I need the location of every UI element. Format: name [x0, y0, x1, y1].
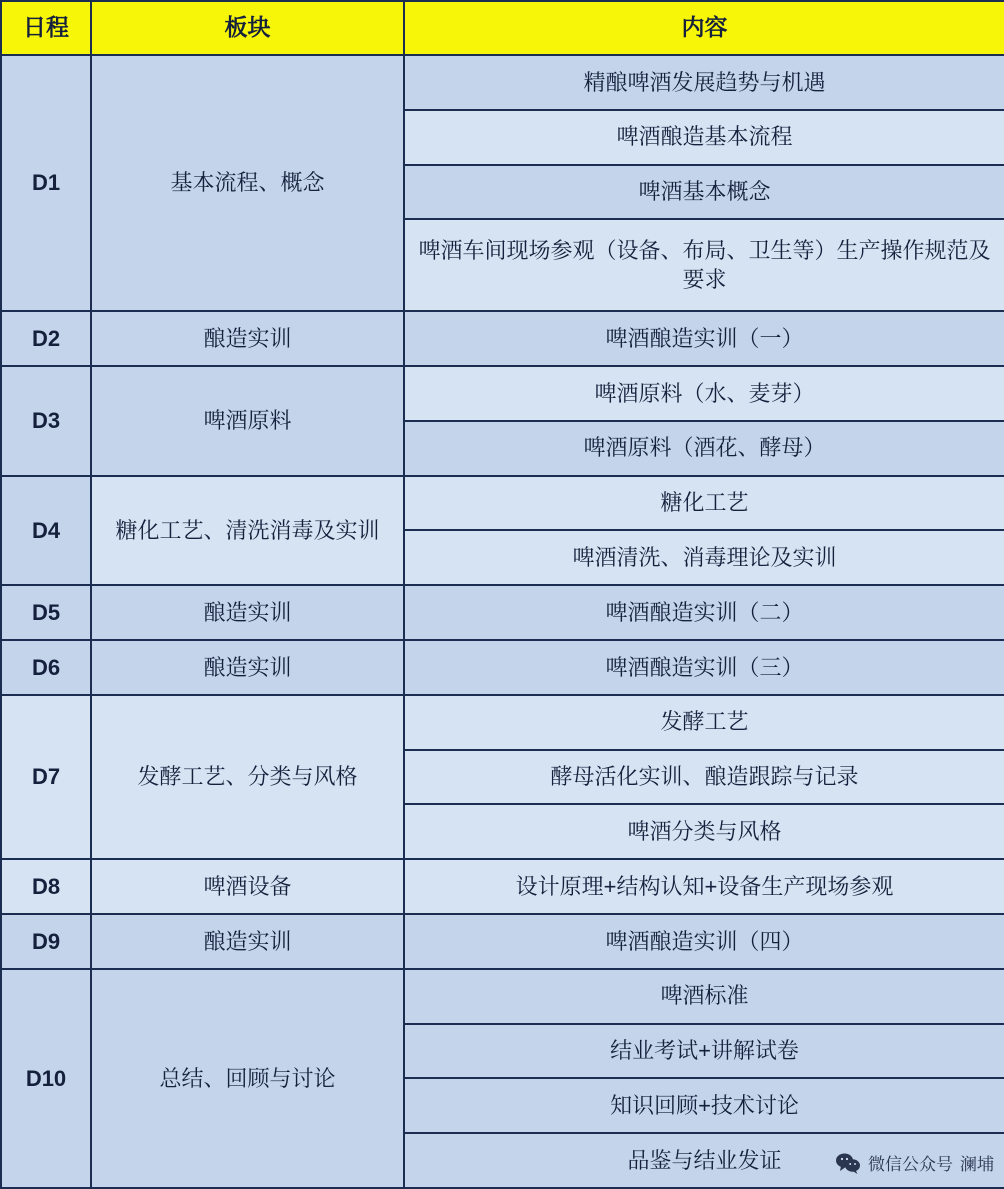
table-row [1, 914, 1004, 969]
table-row [1, 476, 1004, 531]
content-cell: 啤酒酿造实训（一） [404, 311, 1004, 366]
block-cell: 总结、回顾与讨论 [91, 969, 404, 1188]
watermark-name: 澜埔 [960, 1155, 994, 1174]
table-row [1, 366, 1004, 421]
day-cell: D8 [1, 859, 91, 914]
content-cell: 品鉴与结业发证 [404, 1133, 1004, 1188]
day-cell: D7 [1, 695, 91, 859]
table-row [1, 55, 1004, 110]
table-row [1, 859, 1004, 914]
column-header-day: 日程 [1, 1, 91, 55]
table-row [1, 585, 1004, 640]
watermark-label: 微信公众号 [868, 1155, 953, 1174]
content-cell: 啤酒清洗、消毒理论及实训 [404, 530, 1004, 585]
content-cell: 啤酒酿造基本流程 [404, 110, 1004, 165]
content-cell: 设计原理+结构认知+设备生产现场参观 [404, 859, 1004, 914]
table-header-row [1, 1, 1004, 55]
table-header [1, 1, 1004, 55]
content-cell: 发酵工艺 [404, 695, 1004, 750]
table-row [1, 695, 1004, 750]
content-cell: 知识回顾+技术讨论 [404, 1078, 1004, 1133]
table-row [1, 311, 1004, 366]
content-cell: 啤酒车间现场参观（设备、布局、卫生等）生产操作规范及要求 [404, 219, 1004, 311]
wechat-icon [835, 1152, 861, 1174]
content-cell: 酵母活化实训、酿造跟踪与记录 [404, 750, 1004, 805]
day-cell: D6 [1, 640, 91, 695]
block-cell: 啤酒设备 [91, 859, 404, 914]
day-cell: D10 [1, 969, 91, 1188]
content-cell: 啤酒标准 [404, 969, 1004, 1024]
block-cell: 糖化工艺、清洗消毒及实训 [91, 476, 404, 586]
day-cell: D1 [1, 55, 91, 311]
block-cell: 发酵工艺、分类与风格 [91, 695, 404, 859]
column-header-block: 板块 [91, 1, 404, 55]
content-cell: 精酿啤酒发展趋势与机遇 [404, 55, 1004, 110]
content-cell: 糖化工艺 [404, 476, 1004, 531]
table-row [1, 640, 1004, 695]
watermark [835, 1150, 994, 1175]
day-cell: D4 [1, 476, 91, 586]
day-cell: D5 [1, 585, 91, 640]
content-cell: 啤酒原料（酒花、酵母） [404, 421, 1004, 476]
day-cell: D2 [1, 311, 91, 366]
content-cell: 结业考试+讲解试卷 [404, 1024, 1004, 1079]
block-cell: 啤酒原料 [91, 366, 404, 476]
content-cell: 啤酒原料（水、麦芽） [404, 366, 1004, 421]
content-cell: 啤酒基本概念 [404, 165, 1004, 220]
table-body [1, 55, 1004, 1188]
content-cell: 啤酒酿造实训（三） [404, 640, 1004, 695]
block-cell: 酿造实训 [91, 311, 404, 366]
day-cell: D9 [1, 914, 91, 969]
column-header-content: 内容 [404, 1, 1004, 55]
block-cell: 酿造实训 [91, 914, 404, 969]
block-cell: 酿造实训 [91, 585, 404, 640]
table-row [1, 969, 1004, 1024]
day-cell: D3 [1, 366, 91, 476]
content-cell: 啤酒酿造实训（二） [404, 585, 1004, 640]
content-cell: 啤酒分类与风格 [404, 804, 1004, 859]
block-cell: 酿造实训 [91, 640, 404, 695]
block-cell: 基本流程、概念 [91, 55, 404, 311]
content-cell: 啤酒酿造实训（四） [404, 914, 1004, 969]
